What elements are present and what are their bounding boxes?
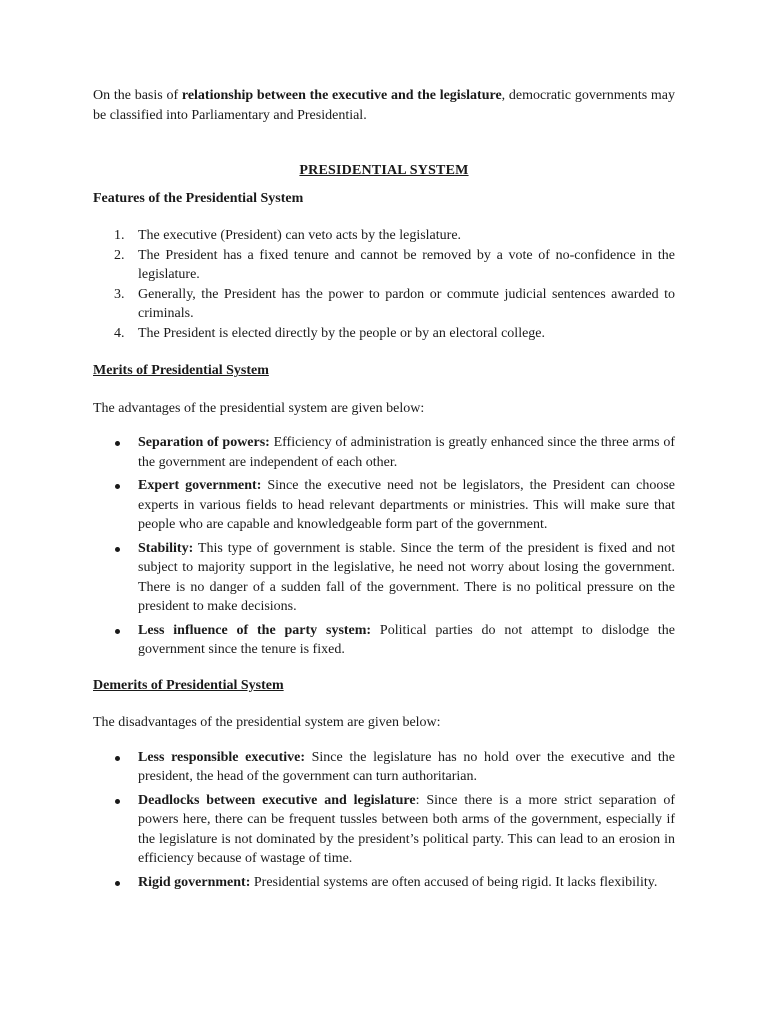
merit-item-expert — [93, 476, 675, 535]
feature-item-3 — [93, 285, 675, 324]
feature-item-2 — [93, 246, 675, 285]
features-heading: Features of the Presidential System — [93, 190, 304, 206]
demerit-term: Deadlocks between executive and legislature — [138, 792, 416, 808]
merit-term: Separation of powers: — [138, 435, 270, 450]
feature-item-4 — [93, 324, 675, 344]
demerits-list — [93, 748, 675, 893]
merit-text: This type of government is stable. Since the term of the president is fixed and not subject to majority support in the legislative, he need not worry about losing the government. There is no danger of a sudden fall of the government. There is no political pressure on the president to make decisions. — [138, 540, 675, 614]
feature-text: The executive (President) can veto acts by the legislature. — [138, 228, 462, 243]
demerit-item-deadlocks — [93, 791, 675, 869]
merit-text: Efficiency of administration is greatly enhanced since the three arms of the government are independent of each other. — [138, 435, 676, 470]
merit-term: Expert government: — [138, 478, 262, 493]
merits-list — [93, 433, 675, 660]
bullet-icon — [115, 441, 120, 446]
feature-number: 4. — [114, 325, 125, 341]
intro-bold-phrase: relationship between the executive and the legislature — [181, 88, 502, 103]
features-list — [93, 226, 675, 343]
demerits-heading: Demerits of Presidential System — [93, 677, 284, 693]
merit-item-separation — [93, 433, 675, 472]
section-title: PRESIDENTIAL SYSTEM — [299, 163, 469, 178]
intro-paragraph — [93, 86, 675, 125]
intro-prefix: On the basis of — [93, 88, 182, 103]
feature-item-1 — [93, 226, 675, 246]
demerit-item-rigid — [93, 873, 675, 893]
bullet-icon — [115, 799, 120, 804]
demerit-text: Presidential systems are often accused of being rigid. It lacks flexibility. — [250, 874, 658, 890]
demerit-item-responsible — [93, 748, 675, 787]
demerit-term: Less responsible executive: — [138, 749, 305, 765]
merit-text: Since the executive need not be legislators, the President can choose experts in various fields to head relevant departments or ministries. This will make sure that people who are capable and knowledgeable form part of the government. — [138, 478, 675, 532]
demerits-lead: The disadvantages of the presidential system are given below: — [93, 715, 441, 730]
demerit-term: Rigid government: — [138, 874, 251, 890]
document-page — [93, 86, 675, 896]
bullet-icon — [115, 881, 120, 886]
feature-text: The President has a fixed tenure and cannot be removed by a vote of no-confidence in the legislature. — [138, 247, 675, 282]
merits-lead: The advantages of the presidential system are given below: — [93, 400, 425, 416]
feature-number: 2. — [114, 247, 125, 263]
feature-text: The President is elected directly by the people or by an electoral college. — [138, 325, 546, 341]
feature-text: Generally, the President has the power to pardon or commute judicial sentences awarded to criminals. — [138, 286, 675, 321]
merit-item-party — [93, 621, 675, 660]
merit-text: Political parties do not attempt to dislodge the government since the tenure is fixed. — [138, 622, 675, 657]
bullet-icon — [115, 629, 120, 634]
feature-number: 3. — [114, 286, 125, 302]
bullet-icon — [115, 484, 120, 489]
bullet-icon — [115, 547, 120, 552]
bullet-icon — [115, 756, 120, 761]
intro-suffix: , democratic governments may be classified into Parliamentary and Presidential. — [93, 88, 676, 123]
merit-term: Stability: — [138, 540, 194, 556]
merit-item-stability — [93, 539, 675, 617]
merit-term: Less influence of the party system: — [138, 622, 372, 638]
demerit-text: : Since there is a more strict separation of powers here, there can be frequent tussles between both arms of the government, especially if the legislature is not dominated by the president’s political party. This can lead to an erosion in efficiency because of wastage of time. — [138, 792, 675, 866]
merits-heading: Merits of Presidential System — [93, 363, 269, 378]
demerit-text: Since the legislature has no hold over the executive and the president, the head of the government can turn authoritarian. — [138, 749, 675, 784]
feature-number: 1. — [114, 228, 125, 243]
